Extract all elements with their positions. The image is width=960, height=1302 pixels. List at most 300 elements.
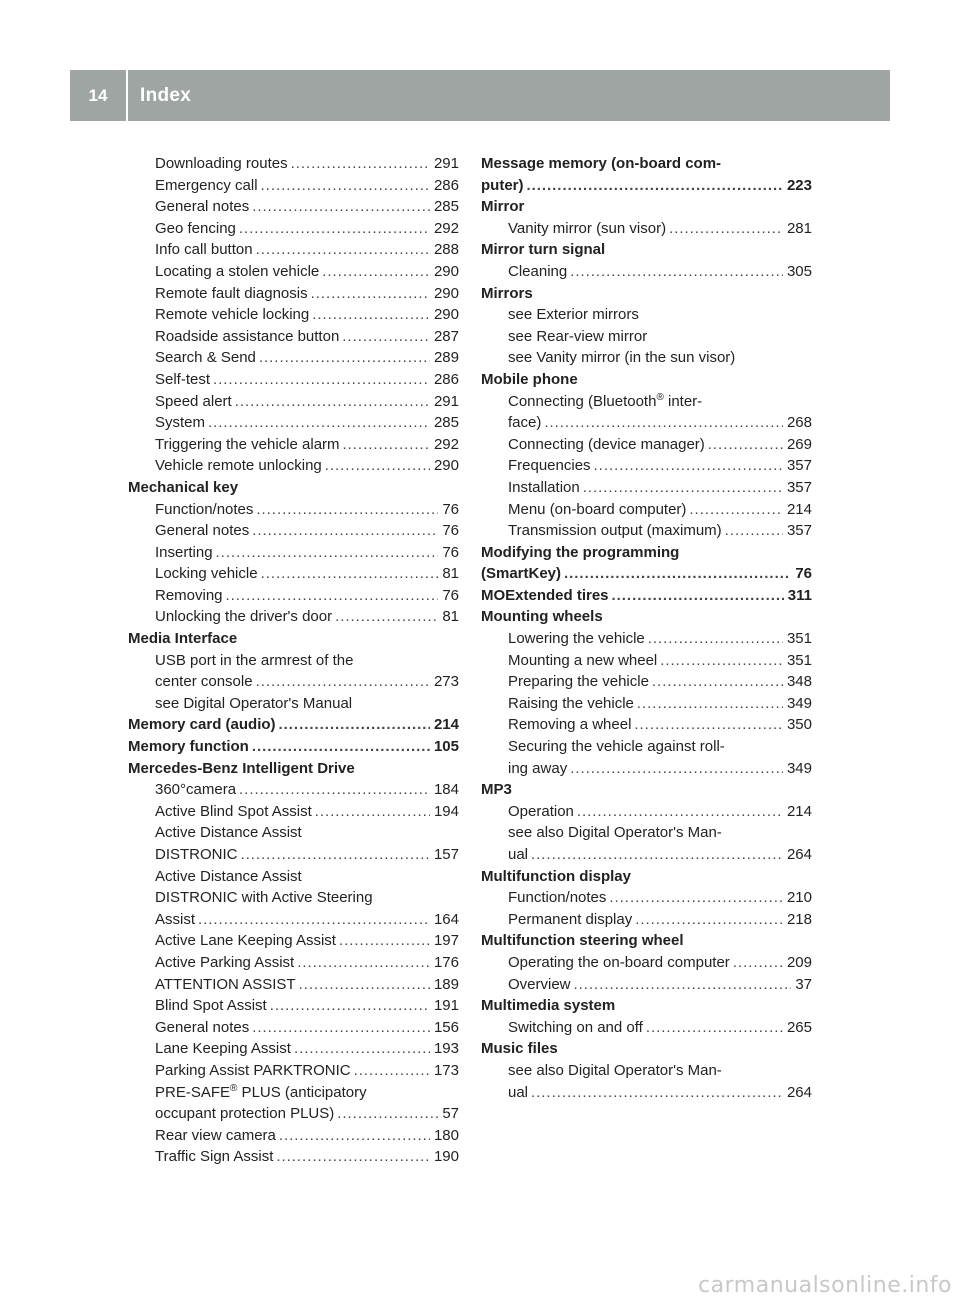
page-ref: 164 bbox=[433, 910, 459, 928]
page-ref: 288 bbox=[433, 241, 459, 259]
dot-leader bbox=[239, 218, 430, 240]
entry-text: General notes bbox=[155, 198, 250, 216]
index-entry bbox=[481, 909, 812, 931]
entry-text: Connecting (Bluetooth® inter- bbox=[508, 391, 703, 410]
entry-text: Speed alert bbox=[155, 392, 232, 410]
dot-leader bbox=[564, 563, 791, 585]
entry-text: Function/notes bbox=[155, 500, 254, 518]
dot-leader bbox=[235, 391, 430, 413]
entry-text: Locking vehicle bbox=[155, 565, 258, 583]
index-entry bbox=[128, 909, 459, 931]
dot-leader bbox=[213, 369, 430, 391]
index-entry bbox=[128, 261, 459, 283]
dot-leader bbox=[708, 434, 783, 456]
index-entry bbox=[481, 801, 812, 823]
dot-leader bbox=[261, 175, 430, 197]
entry-text: Installation bbox=[508, 478, 580, 496]
index-entry bbox=[481, 736, 812, 758]
entry-text: Memory card (audio) bbox=[128, 716, 276, 734]
index-entry bbox=[128, 1038, 459, 1060]
index-entry bbox=[481, 326, 812, 348]
page-ref: 214 bbox=[786, 500, 812, 518]
index-entry bbox=[128, 196, 459, 218]
index-entry bbox=[128, 563, 459, 585]
dot-leader bbox=[637, 693, 783, 715]
entry-text: Transmission output (maximum) bbox=[508, 522, 722, 540]
index-heading bbox=[481, 369, 812, 391]
entry-text: Mounting a new wheel bbox=[508, 651, 658, 669]
page-ref: 269 bbox=[786, 435, 812, 453]
index-entry bbox=[128, 650, 459, 672]
page-ref: 265 bbox=[786, 1018, 812, 1036]
index-entry bbox=[128, 347, 459, 369]
index-heading bbox=[481, 995, 812, 1017]
page-ref: 76 bbox=[442, 500, 459, 518]
page-ref: 191 bbox=[433, 997, 459, 1015]
index-entry bbox=[128, 1103, 459, 1125]
index-heading bbox=[481, 283, 812, 305]
entry-text: Remote vehicle locking bbox=[155, 306, 310, 324]
entry-text: MOExtended tires bbox=[481, 586, 609, 604]
entry-text: Lane Keeping Assist bbox=[155, 1040, 291, 1058]
page-ref: 281 bbox=[786, 219, 812, 237]
entry-text: (SmartKey) bbox=[481, 565, 562, 583]
entry-text: see Vanity mirror (in the sun visor) bbox=[508, 349, 736, 367]
entry-text: Roadside assistance button bbox=[155, 327, 340, 345]
section-title: Index bbox=[140, 84, 192, 106]
entry-text: 360°camera bbox=[155, 781, 237, 799]
entry-text: Removing a wheel bbox=[508, 716, 632, 734]
dot-leader bbox=[311, 283, 430, 305]
page-ref: 268 bbox=[786, 414, 812, 432]
entry-text: Removing bbox=[155, 586, 223, 604]
entry-text: face) bbox=[508, 414, 542, 432]
dot-leader bbox=[294, 1038, 430, 1060]
dot-leader bbox=[527, 175, 783, 197]
entry-text: see Exterior mirrors bbox=[508, 306, 639, 324]
entry-text: ATTENTION ASSIST bbox=[155, 975, 296, 993]
entry-text: Menu (on-board computer) bbox=[508, 500, 687, 518]
index-heading bbox=[481, 563, 812, 585]
page-ref: 218 bbox=[786, 910, 812, 928]
page-ref: 348 bbox=[786, 673, 812, 691]
index-entry bbox=[128, 1017, 459, 1039]
entry-text: Unlocking the driver's door bbox=[155, 608, 333, 626]
page-ref: 76 bbox=[795, 565, 812, 583]
index-entry bbox=[128, 1146, 459, 1168]
dot-leader bbox=[256, 671, 430, 693]
index-entry bbox=[481, 434, 812, 456]
page-ref: 190 bbox=[433, 1148, 459, 1166]
index-heading bbox=[128, 628, 459, 650]
entry-text: Memory function bbox=[128, 738, 249, 756]
page-ref: 81 bbox=[442, 608, 459, 626]
entry-text: Assist bbox=[155, 910, 196, 928]
entry-text: Securing the vehicle against roll- bbox=[508, 738, 725, 756]
page-ref: 173 bbox=[433, 1061, 459, 1079]
entry-text: Multifunction display bbox=[481, 867, 631, 885]
index-entry bbox=[128, 1125, 459, 1147]
dot-leader bbox=[337, 1103, 438, 1125]
entry-text: Function/notes bbox=[508, 889, 607, 907]
entry-text: Active Lane Keeping Assist bbox=[155, 932, 336, 950]
index-entry bbox=[481, 499, 812, 521]
index-entry bbox=[128, 391, 459, 413]
page-ref: 194 bbox=[433, 802, 459, 820]
entry-text: Switching on and off bbox=[508, 1018, 643, 1036]
entry-text: Vehicle remote unlocking bbox=[155, 457, 322, 475]
page-ref: 105 bbox=[433, 738, 459, 756]
page-ref: 357 bbox=[786, 522, 812, 540]
page-ref: 81 bbox=[442, 565, 459, 583]
page-ref: 184 bbox=[433, 781, 459, 799]
index-entry bbox=[128, 822, 459, 844]
index-entry bbox=[481, 218, 812, 240]
index-entry bbox=[128, 369, 459, 391]
index-entry bbox=[481, 347, 812, 369]
entry-text: see also Digital Operator's Man- bbox=[508, 824, 722, 842]
index-heading bbox=[481, 153, 812, 175]
page-ref: 287 bbox=[433, 327, 459, 345]
page-ref: 157 bbox=[433, 846, 459, 863]
dot-leader bbox=[612, 585, 784, 607]
dot-leader bbox=[689, 499, 783, 521]
entry-text: see also Digital Operator's Man- bbox=[508, 1061, 722, 1079]
entry-text: General notes bbox=[155, 1018, 250, 1036]
dot-leader bbox=[208, 412, 430, 434]
dot-leader bbox=[335, 606, 438, 628]
entry-text: Operation bbox=[508, 802, 574, 820]
index-entry bbox=[128, 779, 459, 801]
index-entry bbox=[128, 304, 459, 326]
page-ref: 349 bbox=[786, 759, 812, 777]
page-ref: 285 bbox=[433, 198, 459, 216]
page-ref: 176 bbox=[433, 953, 459, 971]
index-entry bbox=[128, 952, 459, 974]
page-ref: 214 bbox=[433, 716, 459, 734]
entry-text: Blind Spot Assist bbox=[155, 997, 267, 1015]
entry-text: Rear view camera bbox=[155, 1126, 276, 1144]
index-entry bbox=[128, 520, 459, 542]
dot-leader bbox=[279, 1125, 430, 1147]
dot-leader bbox=[339, 930, 430, 952]
index-entry bbox=[481, 261, 812, 283]
page-ref: 76 bbox=[442, 543, 459, 561]
dot-leader bbox=[544, 412, 783, 434]
dot-leader bbox=[660, 650, 783, 672]
page-ref: 189 bbox=[433, 975, 459, 993]
dot-leader bbox=[261, 563, 439, 585]
dot-leader bbox=[725, 520, 783, 542]
page-ref: 210 bbox=[786, 889, 812, 907]
dot-leader bbox=[354, 1060, 430, 1082]
index-heading bbox=[128, 477, 459, 499]
index-entry bbox=[128, 844, 459, 866]
page-ref: 290 bbox=[433, 262, 459, 280]
page-ref: 286 bbox=[433, 176, 459, 194]
entry-text: Music files bbox=[481, 1040, 558, 1058]
index-entry bbox=[128, 542, 459, 564]
index-heading bbox=[481, 866, 812, 888]
index-entry bbox=[128, 153, 459, 175]
entry-text: Operating the on-board computer bbox=[508, 953, 730, 971]
index-heading bbox=[481, 585, 812, 607]
index-entry bbox=[481, 693, 812, 715]
dot-leader bbox=[634, 714, 783, 736]
index-entry bbox=[128, 995, 459, 1017]
page-ref: 351 bbox=[786, 651, 812, 669]
dot-leader bbox=[297, 952, 430, 974]
dot-leader bbox=[226, 585, 439, 607]
dot-leader bbox=[652, 671, 783, 693]
page-ref: 292 bbox=[433, 435, 459, 453]
entry-text: Downloading routes bbox=[155, 155, 288, 172]
dot-leader bbox=[256, 499, 438, 521]
dot-leader bbox=[531, 1082, 783, 1104]
dot-leader bbox=[315, 801, 430, 823]
index-entry bbox=[128, 326, 459, 348]
page-ref: 357 bbox=[786, 478, 812, 496]
entry-text: Vanity mirror (sun visor) bbox=[508, 219, 667, 237]
dot-leader bbox=[733, 952, 783, 974]
page-ref: 76 bbox=[442, 586, 459, 604]
entry-text: Mirror turn signal bbox=[481, 241, 606, 259]
index-entry bbox=[481, 671, 812, 693]
entry-text: Inserting bbox=[155, 543, 213, 561]
entry-text: MP3 bbox=[481, 781, 512, 799]
entry-text: Mirror bbox=[481, 198, 525, 216]
entry-text: Parking Assist PARKTRONIC bbox=[155, 1061, 351, 1079]
dot-leader bbox=[583, 477, 783, 499]
dot-leader bbox=[252, 1017, 430, 1039]
index-entry bbox=[481, 1017, 812, 1039]
page-ref: 223 bbox=[786, 176, 812, 194]
index-entry bbox=[481, 391, 812, 413]
entry-text: Lowering the vehicle bbox=[508, 630, 645, 648]
page-ref: 285 bbox=[433, 414, 459, 432]
dot-leader bbox=[252, 736, 430, 758]
entry-text: Remote fault diagnosis bbox=[155, 284, 308, 302]
page-ref: 76 bbox=[442, 522, 459, 540]
entry-text: System bbox=[155, 414, 206, 432]
index-entry bbox=[481, 758, 812, 780]
dot-leader bbox=[570, 758, 783, 780]
entry-text: occupant protection PLUS) bbox=[155, 1105, 335, 1123]
page-ref: 57 bbox=[442, 1105, 459, 1123]
entry-text: Overview bbox=[508, 975, 571, 993]
dot-leader bbox=[276, 1146, 430, 1168]
dot-leader bbox=[256, 239, 430, 261]
page-ref: 290 bbox=[433, 284, 459, 302]
page-ref: 264 bbox=[786, 846, 812, 863]
entry-text: Modifying the programming bbox=[481, 543, 680, 561]
index-entry bbox=[481, 477, 812, 499]
entry-text: Mirrors bbox=[481, 284, 533, 302]
page-ref: 290 bbox=[433, 457, 459, 475]
entry-text: Geo fencing bbox=[155, 219, 236, 237]
dot-leader bbox=[570, 261, 783, 283]
page-number: 14 bbox=[70, 70, 128, 121]
index-entry bbox=[128, 606, 459, 628]
index-entry bbox=[481, 822, 812, 844]
index-entry bbox=[128, 585, 459, 607]
index-entry bbox=[128, 434, 459, 456]
index-heading bbox=[481, 175, 812, 197]
index-entry bbox=[481, 412, 812, 434]
dot-leader bbox=[574, 974, 792, 996]
entry-text: DISTRONIC with Active Steering bbox=[155, 889, 373, 907]
index-entry bbox=[128, 1060, 459, 1082]
entry-text: DISTRONIC bbox=[155, 846, 238, 863]
entry-text: Active Parking Assist bbox=[155, 953, 295, 971]
dot-leader bbox=[342, 326, 430, 348]
index-entry bbox=[128, 887, 459, 909]
index-entry bbox=[128, 455, 459, 477]
entry-text: Traffic Sign Assist bbox=[155, 1148, 274, 1166]
entry-text: Active Distance Assist bbox=[155, 867, 302, 885]
entry-text: Mercedes-Benz Intelligent Drive bbox=[128, 759, 355, 777]
entry-text: Cleaning bbox=[508, 262, 568, 280]
index-heading bbox=[481, 196, 812, 218]
page-ref: 193 bbox=[433, 1040, 459, 1058]
page-ref: 273 bbox=[433, 673, 459, 691]
page-ref: 264 bbox=[786, 1083, 812, 1101]
index-entry bbox=[481, 1060, 812, 1082]
index-entry bbox=[128, 1082, 459, 1104]
dot-leader bbox=[577, 801, 783, 823]
index-entry bbox=[128, 175, 459, 197]
page-ref: 289 bbox=[433, 349, 459, 367]
index-heading bbox=[481, 542, 812, 564]
entry-text: Preparing the vehicle bbox=[508, 673, 649, 691]
page-ref: 286 bbox=[433, 370, 459, 388]
entry-text: PRE-SAFE® PLUS (anticipatory bbox=[155, 1082, 367, 1101]
entry-text: Active Distance Assist bbox=[155, 824, 302, 842]
page-ref: 156 bbox=[433, 1018, 459, 1036]
page-ref: 37 bbox=[795, 975, 812, 993]
dot-leader bbox=[594, 455, 783, 477]
page-ref: 209 bbox=[786, 953, 812, 971]
index-entry bbox=[481, 844, 812, 866]
entry-text: General notes bbox=[155, 522, 250, 540]
entry-text: see Rear-view mirror bbox=[508, 327, 648, 345]
dot-leader bbox=[270, 995, 430, 1017]
entry-text: Self-test bbox=[155, 370, 211, 388]
index-entry bbox=[481, 952, 812, 974]
entry-text: Permanent display bbox=[508, 910, 633, 928]
entry-text: USB port in the armrest of the bbox=[155, 651, 354, 669]
dot-leader bbox=[291, 153, 430, 175]
entry-text: Active Blind Spot Assist bbox=[155, 802, 312, 820]
index-entry bbox=[481, 628, 812, 650]
page-ref: 214 bbox=[786, 802, 812, 820]
index-entry bbox=[128, 218, 459, 240]
dot-leader bbox=[609, 887, 783, 909]
registered-mark: ® bbox=[656, 391, 664, 403]
page-ref: 349 bbox=[786, 694, 812, 712]
registered-mark: ® bbox=[230, 1082, 238, 1094]
page-ref: 350 bbox=[786, 716, 812, 734]
dot-leader bbox=[279, 714, 430, 736]
watermark: carmanualsonline.info bbox=[698, 1273, 952, 1298]
index-heading bbox=[481, 606, 812, 628]
index-heading bbox=[128, 758, 459, 780]
index-entry bbox=[128, 866, 459, 888]
index-entry bbox=[128, 283, 459, 305]
dot-leader bbox=[259, 347, 430, 369]
entry-text: Connecting (device manager) bbox=[508, 435, 705, 453]
page-ref: 357 bbox=[786, 457, 812, 475]
page-ref: 290 bbox=[433, 306, 459, 324]
dot-leader bbox=[325, 455, 430, 477]
page-ref: 291 bbox=[433, 155, 459, 172]
index-column-left bbox=[128, 153, 459, 1168]
entry-text: center console bbox=[155, 673, 253, 691]
index-entry bbox=[481, 1082, 812, 1104]
entry-text: ual bbox=[508, 846, 529, 863]
index-entry bbox=[481, 520, 812, 542]
entry-text: Mobile phone bbox=[481, 370, 578, 388]
dot-leader bbox=[648, 628, 783, 650]
dot-leader bbox=[216, 542, 439, 564]
dot-leader bbox=[198, 909, 430, 931]
index-heading bbox=[128, 714, 459, 736]
dot-leader bbox=[252, 520, 438, 542]
index-heading bbox=[481, 930, 812, 952]
entry-text: see Digital Operator's Manual bbox=[155, 694, 353, 712]
dot-leader bbox=[239, 779, 430, 801]
dot-leader bbox=[252, 196, 430, 218]
index-entry bbox=[128, 412, 459, 434]
index-entry bbox=[128, 801, 459, 823]
entry-text: Locating a stolen vehicle bbox=[155, 262, 320, 280]
index-entry bbox=[128, 239, 459, 261]
index-entry bbox=[128, 499, 459, 521]
entry-text: Emergency call bbox=[155, 176, 258, 194]
index-heading bbox=[481, 239, 812, 261]
page-ref: 305 bbox=[786, 262, 812, 280]
page-ref: 292 bbox=[433, 219, 459, 237]
dot-leader bbox=[241, 844, 430, 866]
index-entry bbox=[128, 693, 459, 715]
dot-leader bbox=[343, 434, 430, 456]
index-heading bbox=[128, 736, 459, 758]
entry-text: Multimedia system bbox=[481, 997, 616, 1015]
index-entry bbox=[128, 671, 459, 693]
index-heading bbox=[481, 1038, 812, 1060]
dot-leader bbox=[299, 974, 430, 996]
entry-text: ing away bbox=[508, 759, 568, 777]
entry-text: Mounting wheels bbox=[481, 608, 603, 626]
index-entry bbox=[481, 455, 812, 477]
dot-leader bbox=[669, 218, 783, 240]
dot-leader bbox=[322, 261, 430, 283]
dot-leader bbox=[312, 304, 430, 326]
index-column-right bbox=[481, 153, 812, 1103]
index-entry bbox=[128, 974, 459, 996]
dot-leader bbox=[635, 909, 783, 931]
entry-text: ual bbox=[508, 1083, 529, 1101]
page-ref: 311 bbox=[787, 586, 812, 604]
entry-text: Message memory (on-board com- bbox=[481, 155, 722, 172]
dot-leader bbox=[531, 844, 783, 866]
entry-text: Search & Send bbox=[155, 349, 256, 367]
page-ref: 351 bbox=[786, 630, 812, 648]
page-ref: 291 bbox=[433, 392, 459, 410]
dot-leader bbox=[646, 1017, 783, 1039]
entry-text: Info call button bbox=[155, 241, 253, 259]
entry-text: Mechanical key bbox=[128, 478, 239, 496]
